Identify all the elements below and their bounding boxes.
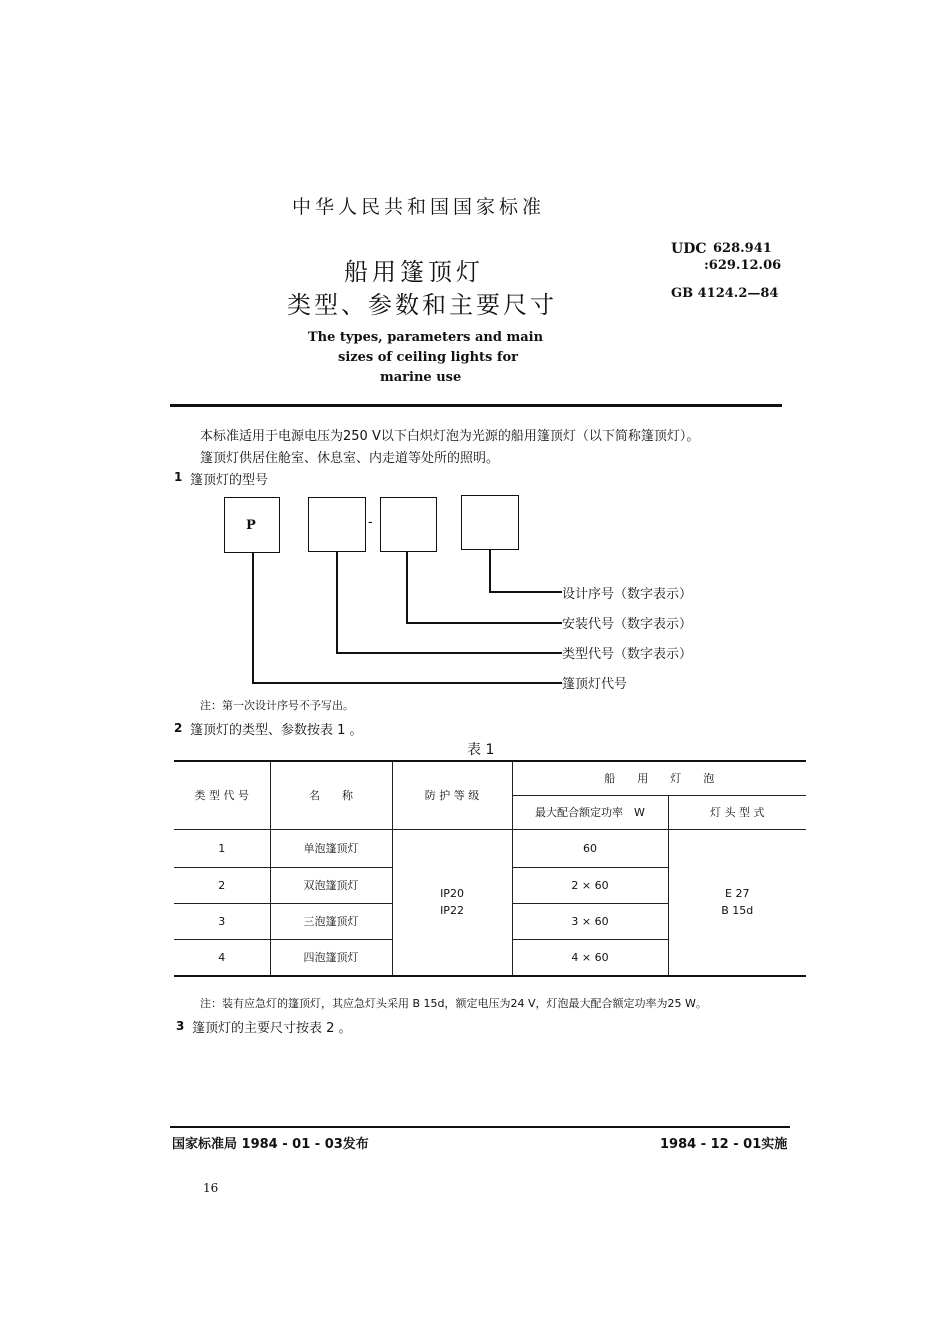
section1-number: 1 bbox=[174, 470, 183, 484]
model-box-p-label: P bbox=[246, 518, 256, 533]
cell-protection bbox=[392, 829, 512, 976]
model-box-install bbox=[380, 497, 437, 552]
gb-number: GB 4124.2—84 bbox=[671, 286, 779, 301]
country-standard-title: 中华人民共和国国家标准 bbox=[292, 196, 546, 218]
table-row bbox=[174, 829, 806, 867]
footer-divider bbox=[170, 1126, 790, 1128]
leader-install-v bbox=[406, 552, 408, 623]
leader-type-v bbox=[336, 552, 338, 653]
cap-value: B 15d bbox=[721, 904, 754, 918]
header-max-power: 最大配合额定功率 W bbox=[512, 795, 668, 829]
cell-power: 4 × 60 bbox=[512, 939, 668, 976]
header-cap-type: 灯 头 型 式 bbox=[668, 795, 806, 829]
protection-value: IP20 bbox=[440, 887, 464, 901]
leader-type-h bbox=[336, 652, 562, 654]
issue-date: 国家标准局 1984 - 01 - 03发布 bbox=[172, 1137, 369, 1152]
cell-name: 三泡篷顶灯 bbox=[270, 903, 392, 939]
header-type-code: 类 型 代 号 bbox=[174, 761, 270, 829]
cap-value: E 27 bbox=[725, 887, 750, 901]
udc-label: UDC bbox=[671, 241, 707, 257]
intro-paragraph-1: 本标准适用于电源电压为250 V以下白炽灯泡为光源的船用篷顶灯（以下简称篷顶灯）。 bbox=[200, 429, 700, 444]
header-marine-bulb: 船 用 灯 泡 bbox=[512, 761, 806, 795]
section3-heading: 篷顶灯的主要尺寸按表 2 。 bbox=[192, 1021, 352, 1036]
doc-title-en-line3: marine use bbox=[380, 370, 462, 385]
label-lamp-code: 篷顶灯代号 bbox=[562, 677, 628, 692]
leader-design-v bbox=[489, 550, 491, 592]
cell-type-code: 3 bbox=[174, 903, 270, 939]
model-box-p bbox=[224, 497, 280, 553]
model-box-design bbox=[461, 495, 519, 550]
label-install-code: 安装代号（数字表示） bbox=[562, 617, 693, 632]
cell-cap-type bbox=[668, 829, 806, 976]
header-divider bbox=[170, 404, 782, 407]
section2-number: 2 bbox=[174, 721, 183, 735]
leader-install-h bbox=[406, 622, 562, 624]
leader-design-h bbox=[489, 591, 562, 593]
header-name: 名 称 bbox=[270, 761, 392, 829]
cell-type-code: 1 bbox=[174, 829, 270, 867]
cell-power: 3 × 60 bbox=[512, 903, 668, 939]
cell-name: 四泡篷顶灯 bbox=[270, 939, 392, 976]
leader-lamp-h bbox=[252, 682, 562, 684]
cell-power: 2 × 60 bbox=[512, 867, 668, 903]
label-type-code: 类型代号（数字表示） bbox=[562, 647, 693, 662]
table1-caption: 表 1 bbox=[467, 742, 495, 758]
udc-code-1: 628.941 bbox=[713, 241, 772, 256]
model-box-type bbox=[308, 497, 366, 552]
cell-name: 双泡篷顶灯 bbox=[270, 867, 392, 903]
udc-code-2: :629.12.06 bbox=[704, 258, 782, 273]
intro-paragraph-2: 篷顶灯供居住舱室、休息室、内走道等处所的照明。 bbox=[200, 451, 500, 466]
cell-name: 单泡篷顶灯 bbox=[270, 829, 392, 867]
table-1 bbox=[174, 760, 806, 977]
table1-note: 注：装有应急灯的篷顶灯，其应急灯头采用 B 15d，额定电压为24 V，灯泡最大配合额定功率为25 W。 bbox=[200, 997, 707, 1010]
model-dash: - bbox=[368, 515, 373, 530]
doc-title-en-line2: sizes of ceiling lights for bbox=[338, 350, 518, 365]
doc-title-line2: 类型、参数和主要尺寸 bbox=[287, 291, 557, 319]
section1-note: 注：第一次设计序号不予写出。 bbox=[200, 699, 354, 712]
cell-type-code: 4 bbox=[174, 939, 270, 976]
cell-type-code: 2 bbox=[174, 867, 270, 903]
protection-value: IP22 bbox=[440, 904, 464, 918]
cell-power: 60 bbox=[512, 829, 668, 867]
section3-number: 3 bbox=[176, 1019, 185, 1033]
leader-lamp-v bbox=[252, 553, 254, 683]
label-design-number: 设计序号（数字表示） bbox=[562, 587, 693, 602]
page-number: 16 bbox=[203, 1181, 219, 1195]
effective-date: 1984 - 12 - 01实施 bbox=[660, 1137, 788, 1152]
doc-title-en-line1: The types, parameters and main bbox=[308, 330, 544, 345]
section1-heading: 篷顶灯的型号 bbox=[190, 473, 269, 488]
doc-title-line1: 船用篷顶灯 bbox=[344, 258, 484, 286]
header-protection: 防 护 等 级 bbox=[392, 761, 512, 829]
section2-heading: 篷顶灯的类型、参数按表 1 。 bbox=[190, 723, 363, 738]
